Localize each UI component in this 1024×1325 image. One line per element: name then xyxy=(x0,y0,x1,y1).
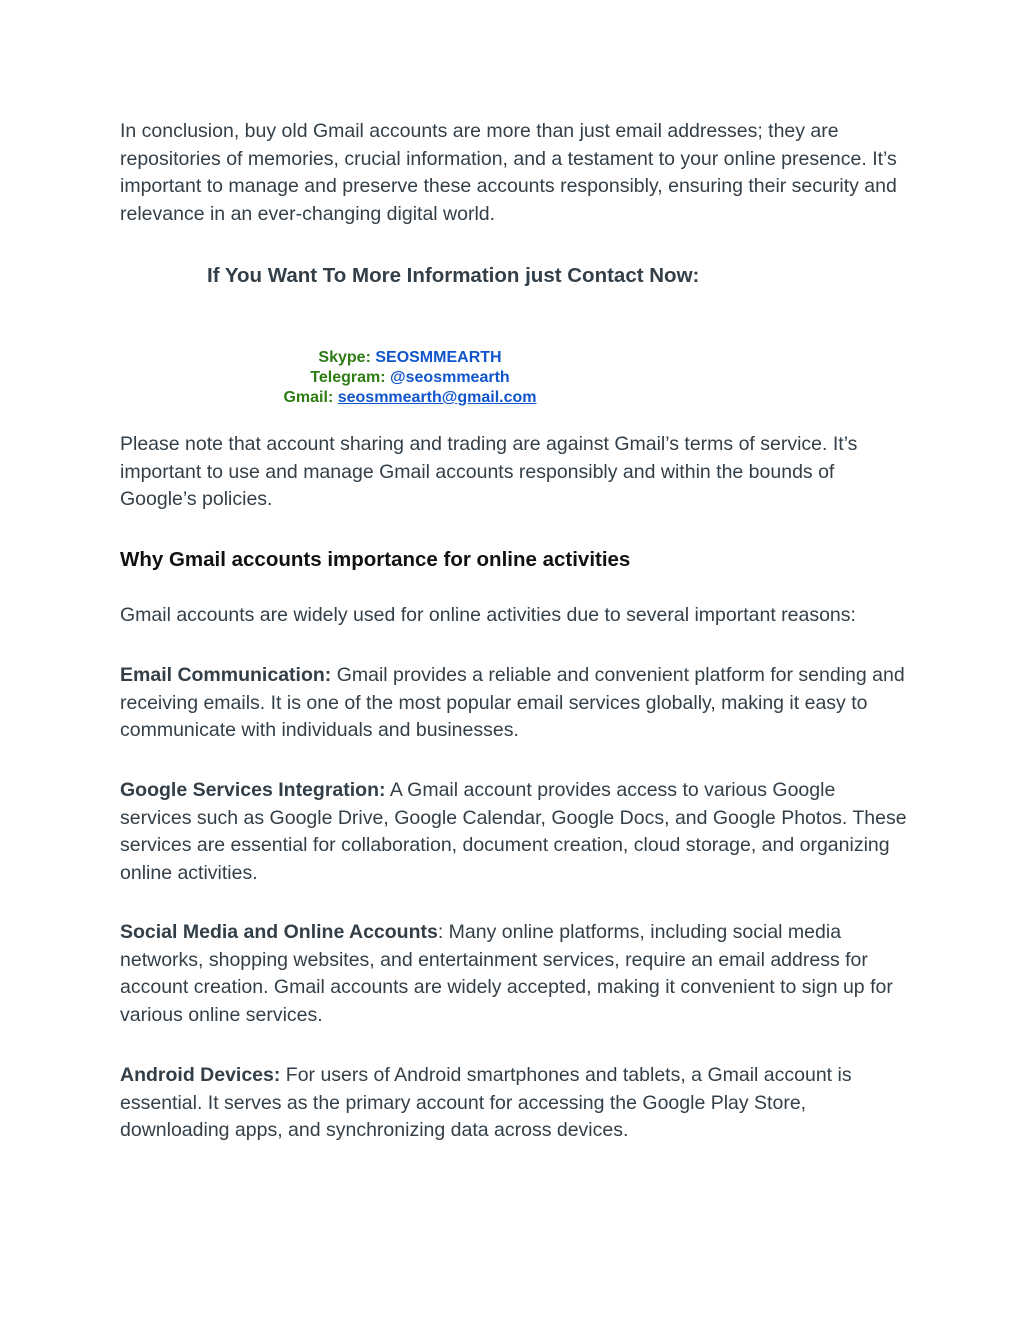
contact-telegram xyxy=(260,368,560,388)
contact-skype xyxy=(260,348,560,368)
reason-title: Social Media and Online Accounts xyxy=(120,921,438,943)
reason-email-communication xyxy=(120,662,910,745)
conclusion-text: In conclusion, buy old Gmail accounts are more than just email addresses; they are repositories of memories, crucial information, and a testament to your online presence. It’s important to manage and preserve these accounts responsibly, ensuring their security and relevance in an ever-changing digital world. xyxy=(120,120,897,225)
reason-title: Android Devices: xyxy=(120,1064,281,1086)
reason-text: : Many online platforms, including social media networks, shopping websites, and entertainment services, require an email address for account creation. Gmail accounts are widely accepted, making it convenient to sign up for various online services. xyxy=(120,921,893,1026)
reason-title: Google Services Integration: xyxy=(120,779,386,801)
note-paragraph xyxy=(120,431,910,514)
telegram-label: Telegram: xyxy=(310,369,386,386)
contact-heading: If You Want To More Information just Contact Now: xyxy=(207,264,700,287)
reason-text: Gmail provides a reliable and convenient platform for sending and receiving emails. It is one of the most popular email services globally, making it easy to communicate with individuals and businesses. xyxy=(120,664,905,742)
conclusion-paragraph xyxy=(120,118,910,228)
telegram-value: @seosmmearth xyxy=(390,369,510,386)
reason-title: Email Communication: xyxy=(120,664,332,686)
reason-text: A Gmail account provides access to various Google services such as Google Drive, Google Calendar, Google Docs, and Google Photos. These services are essential for collaboration, document creation, cloud storage, and organizing online activities. xyxy=(120,779,907,884)
gmail-label: Gmail: xyxy=(283,389,334,406)
reason-android-devices xyxy=(120,1062,910,1145)
gmail-link[interactable]: seosmmearth@gmail.com xyxy=(337,389,537,406)
reason-social-media xyxy=(120,919,910,1029)
skype-value: SEOSMMEARTH xyxy=(375,349,502,366)
note-text: Please note that account sharing and trading are against Gmail’s terms of service. It’s important to use and manage Gmail accounts responsibly and within the bounds of Google’s policies. xyxy=(120,433,858,511)
contact-gmail xyxy=(260,388,560,408)
intro-paragraph xyxy=(120,602,910,630)
reason-text: For users of Android smartphones and tablets, a Gmail account is essential. It serves as the primary account for accessing the Google Play Store, downloading apps, and synchronizing data across devices. xyxy=(120,1064,852,1142)
why-heading: Why Gmail accounts importance for online activities xyxy=(120,548,631,571)
reason-google-services xyxy=(120,777,910,887)
intro-text: Gmail accounts are widely used for online activities due to several important reasons: xyxy=(120,604,856,626)
skype-label: Skype: xyxy=(318,349,371,366)
